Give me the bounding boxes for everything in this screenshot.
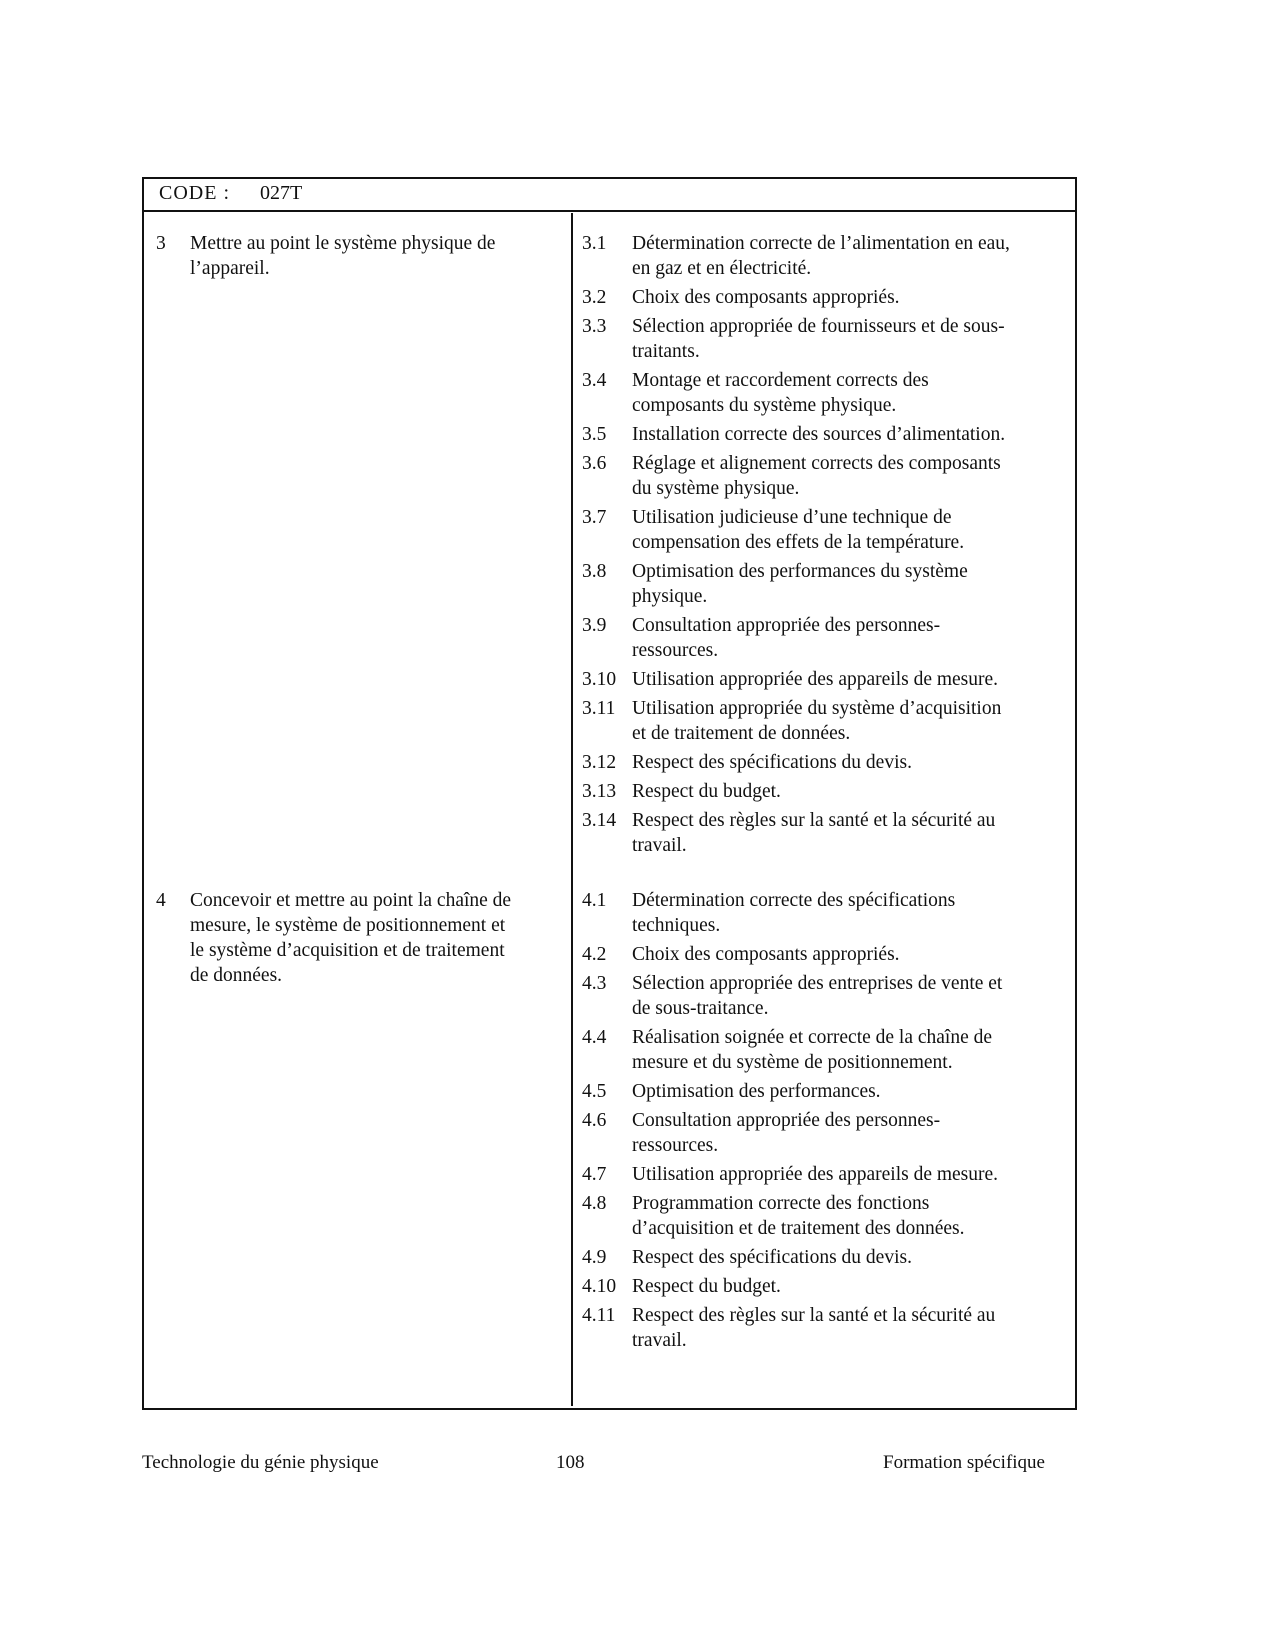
criterion-item	[582, 808, 1062, 858]
criterion-item	[582, 1303, 1062, 1353]
criterion-text: Respect des règles sur la santé et la sécurité au travail.	[632, 810, 996, 856]
criterion-number: 4.2	[582, 944, 607, 965]
criterion-number: 4.6	[582, 1110, 607, 1131]
criterion-number: 4.4	[582, 1027, 607, 1048]
criterion-number: 4.1	[582, 890, 607, 911]
criteria-list-3	[582, 231, 1062, 862]
criterion-item	[582, 888, 1062, 938]
criterion-number: 3.14	[582, 810, 617, 831]
criterion-item	[582, 285, 1062, 310]
element-number: 4	[156, 890, 166, 911]
criterion-item	[582, 422, 1062, 447]
criterion-item	[582, 505, 1062, 555]
criterion-item	[582, 779, 1062, 804]
criterion-item	[582, 613, 1062, 663]
criterion-text: Programmation correcte des fonctions d’acquisition et de traitement des données.	[632, 1193, 965, 1239]
criterion-number: 3.7	[582, 507, 607, 528]
criterion-number: 3.12	[582, 752, 617, 773]
criterion-number: 4.3	[582, 973, 607, 994]
criterion-text: Détermination correcte de l’alimentation en eau, en gaz et en électricité.	[632, 233, 1010, 279]
criterion-number: 4.11	[582, 1305, 616, 1326]
criterion-text: Respect des spécifications du devis.	[632, 1247, 912, 1268]
criterion-item	[582, 971, 1062, 1021]
criterion-item	[582, 231, 1062, 281]
criterion-number: 3.6	[582, 453, 607, 474]
criterion-item	[582, 368, 1062, 418]
criterion-number: 3.2	[582, 287, 607, 308]
competency-element-3	[156, 231, 556, 306]
criterion-item	[582, 1079, 1062, 1104]
criterion-text: Détermination correcte des spécifications techniques.	[632, 890, 956, 936]
criterion-item	[582, 1274, 1062, 1299]
code-label: CODE :	[159, 182, 230, 204]
criterion-number: 4.8	[582, 1193, 607, 1214]
criterion-text: Réalisation soignée et correcte de la chaîne de mesure et du système de positionnement.	[632, 1027, 993, 1073]
criterion-item	[582, 1108, 1062, 1158]
criterion-item	[582, 451, 1062, 501]
footer-section: Formation spécifique	[883, 1452, 1045, 1473]
criterion-item	[582, 1245, 1062, 1270]
page-number: 108	[556, 1452, 585, 1473]
criterion-text: Optimisation des performances.	[632, 1081, 881, 1102]
table-header	[144, 179, 1075, 212]
criterion-number: 3.10	[582, 669, 617, 690]
column-divider	[571, 213, 573, 1406]
criterion-number: 4.9	[582, 1247, 607, 1268]
competency-element-4	[156, 888, 556, 986]
criteria-list-4	[582, 888, 1062, 1357]
criterion-text: Utilisation appropriée des appareils de mesure.	[632, 1164, 999, 1185]
code-value: 027T	[260, 182, 303, 204]
criterion-text: Utilisation judicieuse d’une technique de compensation des effets de la température.	[632, 507, 965, 553]
criterion-number: 4.5	[582, 1081, 607, 1102]
criterion-number: 3.9	[582, 615, 607, 636]
criterion-number: 3.13	[582, 781, 617, 802]
criterion-number: 3.5	[582, 424, 607, 445]
criterion-item	[582, 314, 1062, 364]
criterion-text: Respect du budget.	[632, 1276, 781, 1297]
criterion-text: Respect du budget.	[632, 781, 781, 802]
criterion-text: Montage et raccordement corrects des composants du système physique.	[632, 370, 929, 416]
criterion-number: 3.8	[582, 561, 607, 582]
criterion-text: Consultation appropriée des personnes- ressources.	[632, 615, 941, 661]
criterion-item	[582, 696, 1062, 746]
element-text: Concevoir et mettre au point la chaîne de mesure, le système de positionnement et le système d’acquisition et de traitement de données.	[190, 890, 512, 986]
criterion-text: Consultation appropriée des personnes- ressources.	[632, 1110, 941, 1156]
criterion-text: Respect des règles sur la santé et la sécurité au travail.	[632, 1305, 996, 1351]
criterion-item	[582, 750, 1062, 775]
criterion-text: Installation correcte des sources d’alimentation.	[632, 424, 1006, 445]
criterion-number: 4.7	[582, 1164, 607, 1185]
element-number: 3	[156, 233, 166, 254]
criterion-item	[582, 559, 1062, 609]
criterion-text: Sélection appropriée des entreprises de vente et de sous-traitance.	[632, 973, 1003, 1019]
criterion-text: Choix des composants appropriés.	[632, 287, 900, 308]
element-text: Mettre au point le système physique de l’appareil.	[190, 233, 496, 279]
criterion-item	[582, 1191, 1062, 1241]
criterion-text: Réglage et alignement corrects des composants du système physique.	[632, 453, 1001, 499]
criterion-number: 3.1	[582, 233, 607, 254]
criterion-item	[582, 667, 1062, 692]
competency-table	[142, 177, 1077, 1410]
criterion-item	[582, 1162, 1062, 1187]
criterion-item	[582, 1025, 1062, 1075]
criterion-text: Utilisation appropriée du système d’acquisition et de traitement de données.	[632, 698, 1002, 744]
criterion-text: Optimisation des performances du système physique.	[632, 561, 968, 607]
footer-program: Technologie du génie physique	[142, 1452, 379, 1473]
criterion-text: Choix des composants appropriés.	[632, 944, 900, 965]
criterion-text: Sélection appropriée de fournisseurs et de sous- traitants.	[632, 316, 1005, 362]
criterion-number: 3.4	[582, 370, 607, 391]
criterion-item	[582, 942, 1062, 967]
criterion-number: 3.11	[582, 698, 616, 719]
criterion-number: 3.3	[582, 316, 607, 337]
criterion-text: Respect des spécifications du devis.	[632, 752, 912, 773]
criterion-number: 4.10	[582, 1276, 617, 1297]
criterion-text: Utilisation appropriée des appareils de mesure.	[632, 669, 999, 690]
